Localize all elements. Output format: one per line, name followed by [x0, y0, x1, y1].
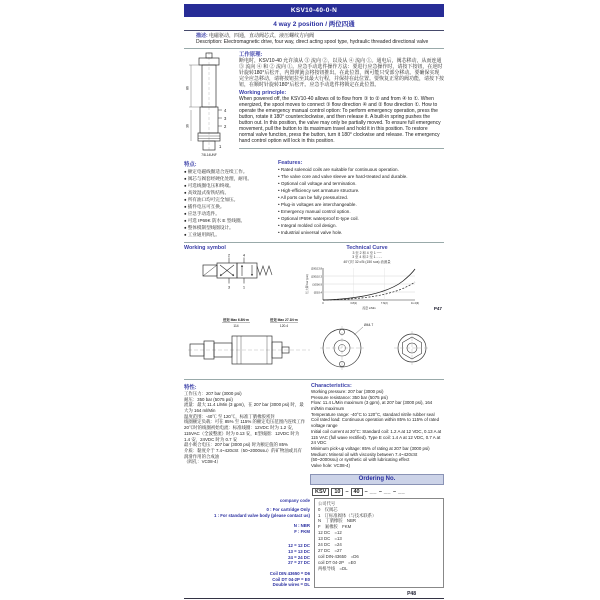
feature-item: ● 插件电压可互换。 [184, 203, 278, 210]
ordering-option-label: 1 : For standard valve body (please contact us) [214, 513, 310, 519]
ordering-left-labels [184, 498, 314, 588]
characteristics-column-cn [184, 383, 306, 469]
body-dim-label: 36 [185, 124, 190, 128]
working-symbol-header: Working symbol [184, 245, 226, 251]
feature-item: • All ports can be fully pressurized. [278, 194, 444, 201]
valve-type-subtitle: 4 way 2 position / 两位四通 [184, 17, 444, 32]
features-section [184, 157, 444, 243]
tree-row: F 氟橡胶 FKM [318, 524, 352, 530]
working-symbol-block [184, 245, 290, 315]
feature-item: • Optional coil voltage and termination. [278, 180, 444, 187]
characteristic-item: Coil rated load: Continuous operation within 85% to 115% of rated voltage range [311, 417, 440, 429]
characteristics-section [184, 380, 444, 473]
characteristic-item: 最小吸合电压：207 bar (3000 psi) 时为额定值的 85% [184, 442, 288, 448]
ordering-tree [184, 498, 444, 588]
code-dash: – [345, 488, 349, 495]
code-dash: – [393, 488, 397, 495]
y-tick-100: (100)6.9 [312, 283, 322, 287]
height-dim-label: 86 [185, 86, 190, 90]
features-column-en [278, 160, 444, 238]
characteristic-item: 流量：最大 11.4 L/Min (3 gpm)，在 207 bar (3000 psi) 时，最大为 164 ml/Min [184, 402, 304, 413]
characteristic-item: 介质：黏度介于 7.4~420cSt（50~2000ssu）的矿物油或具有润滑作用的合成油 [184, 447, 302, 459]
feature-item: ● 可选线圈电压和终端。 [184, 182, 278, 189]
port-3-label: 3 [224, 116, 227, 121]
ordering-option-label: F : FKM [294, 528, 310, 534]
valve-drawing-svg [184, 52, 236, 158]
ordering-option-label: Coil DT 04-2P = E0 [272, 576, 310, 582]
description-label-cn: 描述: [196, 33, 208, 39]
feature-item: ● 高效湿式衔铁结构。 [184, 189, 278, 196]
code-blank-coil: __ [398, 488, 406, 495]
coil-diameter-label: Ø44.7 [364, 322, 374, 327]
working-principle-text [239, 49, 444, 149]
dim-label-2: 120.4 [279, 323, 289, 328]
dim-label-1: 114 [233, 323, 239, 328]
feature-item: ● 工业通用阀孔。 [184, 231, 278, 238]
ordering-options-box [314, 498, 444, 588]
characteristic-item: 工作压力：207 bar (3000 psi) [184, 390, 242, 396]
feature-item: • Rated solenoid coils are suitable for continuous operation. [278, 166, 444, 173]
characteristic-item: Flow: 11.4 L/Min maximum (3 gpm), at 207 bar (3000 psi), 164 ml/Min maximum [311, 400, 433, 411]
ordering-option-label: 12 = 12 DC [288, 543, 310, 549]
ordering-option-label: Coil DIN 43650 = D6 [269, 571, 310, 577]
characteristic-item: 温度范围：-40℃ 至 120℃，标准丁腈橡胶密封 [184, 413, 275, 419]
pressure-flow-curve-svg [303, 264, 431, 310]
code-box-10: 10 [331, 488, 343, 496]
working-principle-en: When powered off, the KSV10-40 allows oil to flow from ③ to ② and from ④ to ①. When energized, the spool moves to connect ③ flow direction ④ and ② flow direction ①. How to operate the emergency manual control option: To perform emergency operation, press the button, rotate it 180° counterclockwise, and then release it. A built-in spring pushes the button out. In this position, the valve may only be partially moved. To ensure full emergency movement, pull the button to its maximum travel and hold it in this position. To restore normal valve function, press the button, turn it 180° clockwise and release. The emergency hand control option will lock in this position. [239, 96, 441, 144]
feature-item: ● 整体模制型线圈设计。 [184, 224, 278, 231]
characteristic-item: 耐压：350 bar (5075 psi) [184, 396, 233, 402]
characteristic-item: Pressure resistance: 350 bar (5075 psi) [311, 394, 388, 400]
curve-page-ref: P47 [433, 305, 442, 311]
technical-curve-block [290, 245, 444, 315]
characteristic-item: Working pressure: 207 bar (3000 psi) [311, 388, 384, 394]
ordering-option-label: 0 : For cartridge Only [266, 507, 310, 513]
torque-note-2: 扭矩 Max 27.1N·m [270, 317, 298, 322]
torque-note-1: 扭矩 Max 6.8N·m [223, 317, 249, 322]
ordering-option-label: 24 = 24 DC [288, 554, 310, 560]
characteristics-header-en: Characteristics: [311, 382, 352, 389]
port-4-label: 4 [224, 108, 227, 113]
page-title: KSV10-40-0-N [184, 4, 444, 17]
features-column-cn [184, 160, 278, 238]
footer-rule [184, 598, 444, 599]
page-footer [184, 591, 444, 599]
features-header-cn: 特点: [184, 162, 197, 168]
characteristic-item: Medium: Mineral oil with viscosity between 7.4~420cSt (50~2000ssu) or synthetic oil with lubricating effect [311, 451, 418, 463]
dimension-drawings-svg [184, 316, 442, 372]
valve-cartridge-drawing [184, 52, 236, 163]
characteristic-item: Valve hole: VC08-4) [311, 463, 350, 469]
ordering-option-label: Double wires = DL [272, 582, 310, 588]
feature-item: ● 所有油口均可完全加压。 [184, 196, 278, 203]
y-tick-50: (50)3.4 [313, 291, 322, 295]
port-2-label: 2 [224, 124, 227, 129]
feature-item: ● 应急手动选件。 [184, 210, 278, 217]
ordering-option-label: 27 = 27 DC [288, 560, 310, 566]
description-en: Description: Electromagnetic drive, four way, direct acting spool type, hydraulic threaded directional valve [196, 39, 429, 45]
feature-item: ● 阀芯与阀套经硬化处理，耐用。 [184, 175, 278, 182]
tree-row: 公司代号 [318, 500, 336, 506]
feature-item: ● 可选 IP69K 防水 E 型线圈。 [184, 217, 278, 224]
y-tick-150: (150)10.3 [310, 275, 322, 279]
working-principle-section [184, 49, 444, 157]
feature-item: • Optional IP69K waterproof E-type coil. [278, 215, 444, 222]
dimensions-section [184, 315, 444, 380]
features-header-en: Features: [278, 160, 303, 166]
hydraulic-symbol-svg [184, 252, 288, 292]
characteristics-column-en [311, 383, 444, 469]
ordering-header-bar: Ordering No. [310, 474, 444, 485]
code-blank-voltage: __ [383, 488, 391, 495]
description-block [184, 31, 444, 49]
ordering-section [184, 473, 444, 588]
curve-legend-dashed: 3 至 4 和 2 至 1 - - - [352, 255, 382, 260]
y-tick-200: (200)13.8 [310, 267, 322, 271]
working-principle-header-cn: 工作原理: [239, 52, 263, 58]
tree-row: 0 仅阀芯 [318, 506, 338, 512]
feature-item: • Emergency manual control option. [278, 208, 444, 215]
characteristic-item: 20℃时的线圈初始电流：标准线圈：12VDC 时为 1.2 安，115VAC（全波整流）时为 0.13 安，E型线圈：12VDC 时为 1.4 安，24VDC 时为 0.7 安 [184, 425, 300, 442]
characteristic-item: Minimum pick-up voltage: 85% of rating at 207 bar (3000 psi) [311, 445, 430, 451]
feature-item: • The valve core and valve sleeve are hard-treated and durable. [278, 173, 444, 180]
working-principle-header-en: Working principle: [239, 90, 287, 96]
port-1-label: 1 [219, 144, 222, 149]
symbol-port-4: 4 [242, 252, 246, 258]
ordering-option-label: 13 = 13 DC [288, 548, 310, 554]
characteristic-item: Initial coil current at 20°C: Standard coil: 1.2 A at 12 VDC, 0.13 A at 115 VAC (full wave rectified). Type E coil: 1.4 A at 12 VDC, 0.7 A at 24 VDC [311, 428, 442, 446]
description-text-cn: 电磁驱动，四通，直动阀芯式，液压螺纹方向阀 [207, 33, 315, 39]
code-dash: – [364, 488, 368, 495]
symbol-port-1: 1 [242, 284, 246, 290]
tree-row: 24 DC =24 [318, 542, 342, 548]
curve-dashed-series [323, 282, 415, 300]
feature-item: • Plug-in voltages are interchangeable. [278, 201, 444, 208]
tree-row: coil DT 04-2P =E0 [318, 559, 356, 565]
feature-item: • Industrial universal valve hole. [278, 229, 444, 236]
code-box-40: 40 [351, 488, 363, 496]
curve-solid-series [323, 269, 415, 300]
symbol-port-3: 3 [227, 284, 231, 290]
tree-row: 27 DC =27 [318, 547, 342, 553]
tree-row: coil DIN-43650 =D6 [318, 553, 359, 559]
working-principle-cn: 断电时，KSV10-40 允许油从 ③ 流向 ②，以及从 ④ 流向 ①。通电后，阀芯移动，从而连通 ③ 流向 ④ 和 ② 流向 ①。应急手动选件操作方法：要进行应急操作时，请按下按钮，在逆时针旋转180°后松开，内置弹簧会将按钮推出。在此位置，阀可能只受部分移动。要确保实现完全应急移动，请将按钮拉至其最大行程，并保持在此位置。要恢复正常的阀功能，请按下按钮，在顺时针旋转180°后松开。应急手动选件将锁定在此位置。 [239, 58, 445, 88]
tree-row: 两根导线 =DL [318, 565, 348, 571]
tree-row: 12 DC =12 [318, 530, 342, 536]
curve-note: 40℃时 32 cSt (150 sus) 油测量 [343, 259, 391, 264]
datasheet-page [184, 4, 444, 599]
characteristics-header-cn: 特性: [184, 384, 197, 391]
page-number: P48 [407, 591, 416, 598]
code-dash: – [378, 488, 382, 495]
curve-legend-solid: 3 至 2 和 4 至 1 ── [352, 251, 382, 255]
x-tick-1: 3.8(1) [350, 301, 358, 305]
x-tick-3: 11.4(3) [410, 301, 420, 305]
technical-curve-header: Technical Curve [346, 245, 388, 251]
characteristic-item: 线圈额定负载：可在 85% 至 115% 的额定电压范围内连续工作 [184, 419, 306, 425]
ordering-option-label: N : NBR [293, 522, 310, 528]
code-blank-option: __ [369, 488, 377, 495]
curve-ylabel: 压力降 bar (psi) [305, 274, 309, 294]
characteristic-item: （阀孔：VC08-4） [184, 459, 221, 465]
characteristic-item: Temperature range: -40°C to 120°C, standard nitrile rubber seal [311, 411, 435, 417]
symbol-curve-section [184, 243, 444, 315]
symbol-port-2: 2 [227, 252, 231, 258]
code-box-ksv: KSV [312, 488, 329, 496]
ordering-code-row [312, 488, 444, 496]
x-tick-2: 7.6(2) [380, 301, 388, 305]
feature-item: ● 额定电磁线圈适合连续工作。 [184, 168, 278, 175]
curve-xlabel: 流量 L/Min [362, 305, 376, 310]
feature-item: • High-efficiency wet armature structure. [278, 187, 444, 194]
thread-spec-label: 7/8-14UNF [201, 153, 217, 157]
tree-row: N 丁腈橡胶 NBR [318, 518, 356, 524]
tree-row: 13 DC =13 [318, 536, 342, 542]
feature-item: • Integral molded coil design. [278, 222, 444, 229]
tree-row: 1 订标准阀体（与技术联系） [318, 512, 377, 518]
company-code-label: company code [279, 497, 310, 503]
x-tick-0: 0 [322, 301, 324, 305]
